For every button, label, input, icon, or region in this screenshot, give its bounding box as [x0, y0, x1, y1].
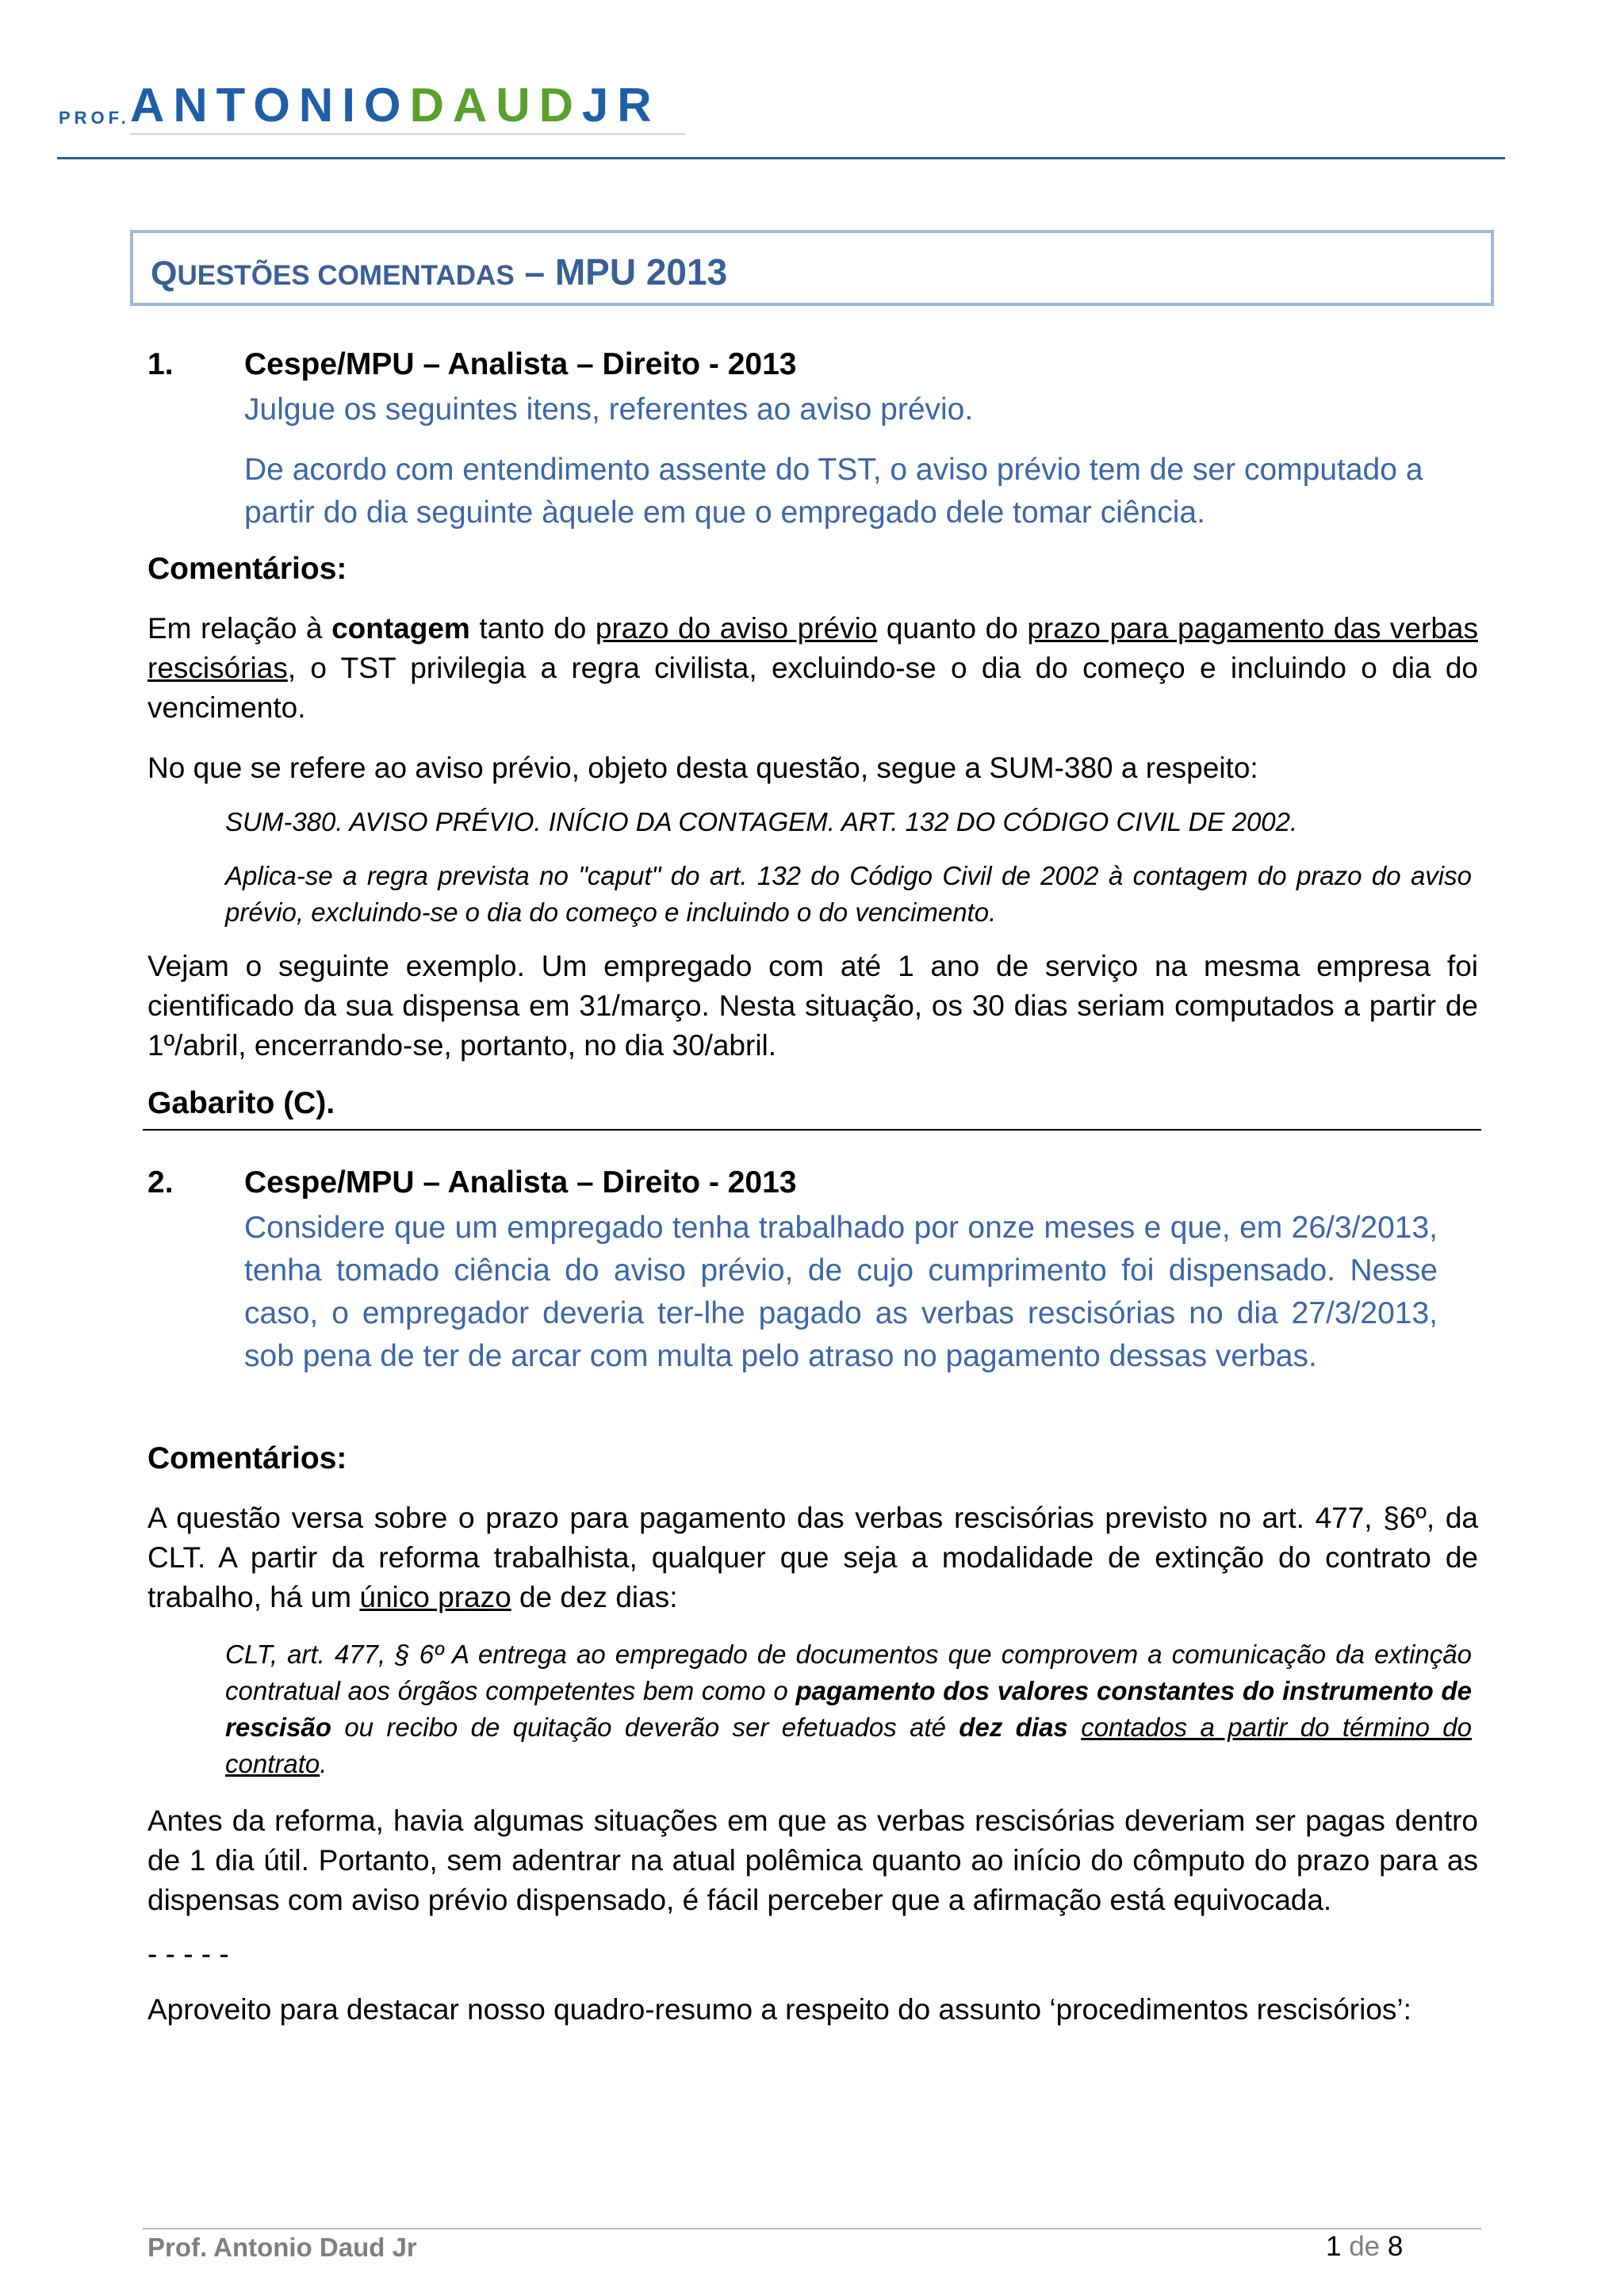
q2-comment-paragraph-3: Aproveito para destacar nosso quadro-resumo a respeito do assunto ‘procedimentos rescisórios’:	[147, 1993, 1411, 2026]
q1-number: 1.	[147, 347, 174, 381]
q1-statement-item: De acordo com entendimento assente do TST, o aviso prévio tem de ser computado a partir do dia seguinte àquele em que o empregado dele tomar ciência.	[244, 453, 1423, 530]
q2-statement: Considere que um empregado tenha trabalhado por onze meses e que, em 26/3/2013, tenha tomado ciência do aviso prévio, de cujo cumprimento foi dispensado. Nesse caso, o empregador deveria ter-lhe pagado as verbas rescisórias no dia 27/3/2013, sob pena de ter de arcar com multa pelo atraso no pagamento dessas verbas.	[244, 1211, 1438, 1373]
logo-prof: PROF.	[59, 108, 130, 128]
q1-quote-title: SUM-380. AVISO PRÉVIO. INÍCIO DA CONTAGEM. ART. 132 DO CÓDIGO CIVIL DE 2002.	[225, 807, 1298, 836]
q2-clt-quote: CLT, art. 477, § 6º A entrega ao empregado de documentos que comprovem a comunicação da extinção contratual aos órgãos competentes bem como o pagamento dos valores constantes do instrumento de rescisão ou recibo de quitação deverão ser efetuados até dez dias contados a partir do término do contrato.	[225, 1640, 1473, 1778]
question-separator	[143, 1129, 1481, 1131]
section-title-box	[130, 230, 1494, 306]
q1-comment-paragraph-1: Em relação à contagem tanto do prazo do aviso prévio quanto do prazo para pagamento das verbas rescisórias, o TST privilegia a regra civilista, excluindo-se o dia do começo e incluindo o dia do vencimento.	[147, 612, 1478, 724]
q2-dashes: - - - - -	[147, 1938, 229, 1970]
logo-name	[130, 78, 661, 133]
section-title: QUESTÕES COMENTADAS – MPU 2013	[151, 251, 728, 293]
q1-statement-intro: Julgue os seguintes itens, referentes ao aviso prévio.	[244, 392, 974, 427]
footer-rule	[143, 2228, 1481, 2229]
header-rule	[57, 157, 1505, 159]
q2-comments-label: Comentários:	[147, 1441, 347, 1475]
logo-name-daud: DAUD	[409, 78, 582, 132]
q1-comments-label: Comentários:	[147, 552, 347, 586]
footer-page-number: 1 de 8	[1326, 2231, 1404, 2262]
q2-header: Cespe/MPU – Analista – Direito - 2013	[244, 1165, 797, 1200]
logo-name-antonio: ANTONIO	[130, 78, 410, 132]
q1-comment-paragraph-3: Vejam o seguinte exemplo. Um empregado com até 1 ano de serviço na mesma empresa foi cientificado da sua dispensa em 31/março. Nesta situação, os 30 dias seriam computados a partir de 1º/abril, encerrando-se, portanto, no dia 30/abril.	[147, 950, 1478, 1062]
q2-comment-paragraph-2: Antes da reforma, havia algumas situações em que as verbas rescisórias deveriam ser pagas dentro de 1 dia útil. Portanto, sem adentrar na atual polêmica quanto ao início do cômputo do prazo para as dispensas com aviso prévio dispensado, é fácil perceber que a afirmação está equivocada.	[147, 1804, 1478, 1916]
q1-header: Cespe/MPU – Analista – Direito - 2013	[244, 347, 797, 381]
q1-answer: Gabarito (C).	[147, 1086, 335, 1120]
q1-comment-paragraph-2: No que se refere ao aviso prévio, objeto desta questão, segue a SUM-380 a respeito:	[147, 752, 1258, 784]
logo-name-jr: JR	[581, 78, 661, 132]
footer-author: Prof. Antonio Daud Jr	[147, 2233, 417, 2262]
q2-number: 2.	[147, 1165, 174, 1200]
q1-quote-body: Aplica-se a regra prevista no "caput" do art. 132 do Código Civil de 2002 à contagem do prazo do aviso prévio, excluindo-se o dia do começo e incluindo o do vencimento.	[225, 861, 1472, 927]
logo-underline	[130, 133, 685, 135]
q2-comment-paragraph-1: A questão versa sobre o prazo para pagamento das verbas rescisórias previsto no art. 477, §6º, da CLT. A partir da reforma trabalhista, qualquer que seja a modalidade de extinção do contrato de trabalho, há um único prazo de dez dias:	[147, 1502, 1478, 1613]
